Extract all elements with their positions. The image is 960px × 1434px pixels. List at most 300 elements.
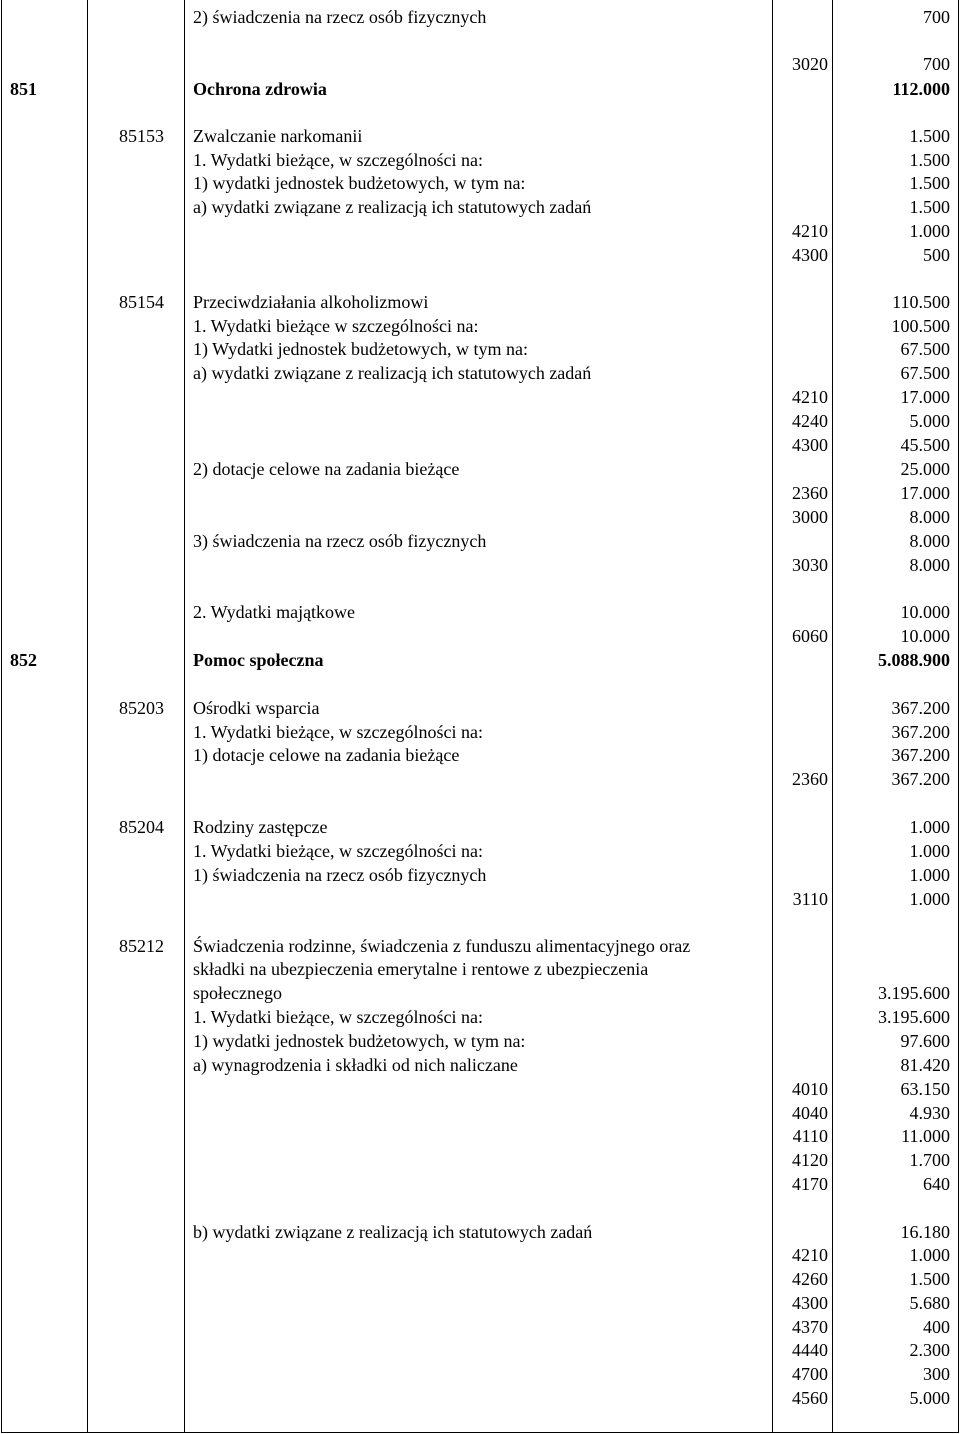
item-description: społecznego xyxy=(193,983,282,1003)
item-description xyxy=(193,553,768,577)
item-description: 1) świadczenia na rzecz osób fizycznych xyxy=(193,865,487,885)
table-row xyxy=(0,1029,960,1053)
chapter-code xyxy=(90,887,164,911)
table-row xyxy=(0,1005,960,1029)
paragraph-code xyxy=(770,361,828,385)
paragraph-code xyxy=(770,195,828,219)
chapter-code xyxy=(90,1362,164,1386)
paragraph-code: 4300 xyxy=(792,245,828,265)
section-code xyxy=(10,1338,82,1362)
amount-value: 1.500 xyxy=(909,150,950,170)
table-row xyxy=(0,124,960,148)
paragraph-code: 3020 xyxy=(792,54,828,74)
amount-value: 45.500 xyxy=(900,435,950,455)
table-row xyxy=(0,553,960,577)
paragraph-code xyxy=(770,1053,828,1077)
section-code xyxy=(10,314,82,338)
table-row xyxy=(0,290,960,314)
item-description xyxy=(193,1101,768,1125)
amount-value xyxy=(832,934,950,958)
table-row xyxy=(0,529,960,553)
item-description: 3) świadczenia na rzecz osób fizycznych xyxy=(193,531,487,551)
section-code xyxy=(10,1243,82,1267)
item-description: 2) dotacje celowe na zadania bieżące xyxy=(193,459,460,479)
table-row xyxy=(0,981,960,1005)
table-row xyxy=(0,957,960,981)
section-code xyxy=(10,195,82,219)
amount-value: 1.000 xyxy=(909,841,950,861)
table-row xyxy=(0,648,960,672)
paragraph-code: 4210 xyxy=(792,221,828,241)
chapter-code xyxy=(90,1077,164,1101)
table-row xyxy=(0,1315,960,1339)
amount-value: 5.088.900 xyxy=(878,650,950,670)
section-code xyxy=(10,957,82,981)
paragraph-code: 4700 xyxy=(792,1364,828,1384)
item-description: Pomoc społeczna xyxy=(193,650,324,670)
chapter-code xyxy=(90,148,164,172)
paragraph-code: 4210 xyxy=(792,1245,828,1265)
item-description: 2) świadczenia na rzecz osób fizycznych xyxy=(193,7,487,27)
paragraph-code xyxy=(770,1029,828,1053)
chapter-code xyxy=(90,529,164,553)
item-description xyxy=(193,1172,768,1196)
paragraph-code: 4440 xyxy=(792,1340,828,1360)
amount-value: 1.000 xyxy=(909,1245,950,1265)
item-description xyxy=(193,1124,768,1148)
paragraph-code: 4300 xyxy=(792,1293,828,1313)
chapter-code xyxy=(90,1101,164,1125)
item-description xyxy=(193,1077,768,1101)
paragraph-code xyxy=(770,696,828,720)
item-description: 1) Wydatki jednostek budżetowych, w tym na: xyxy=(193,339,529,359)
section-code xyxy=(10,5,82,29)
paragraph-code xyxy=(770,1220,828,1244)
item-description xyxy=(193,1267,768,1291)
chapter-code xyxy=(90,1172,164,1196)
section-code xyxy=(10,361,82,385)
section-code xyxy=(10,815,82,839)
paragraph-code: 3110 xyxy=(792,889,828,909)
section-code xyxy=(10,481,82,505)
chapter-code xyxy=(90,314,164,338)
paragraph-code: 4370 xyxy=(792,1317,828,1337)
section-code: 851 xyxy=(10,79,37,99)
amount-value: 400 xyxy=(923,1317,950,1337)
table-row xyxy=(0,505,960,529)
chapter-code xyxy=(90,839,164,863)
item-description: 1. Wydatki bieżące, w szczególności na: xyxy=(193,722,483,742)
paragraph-code xyxy=(770,1005,828,1029)
item-description: Zwalczanie narkomanii xyxy=(193,126,363,146)
table-row xyxy=(0,767,960,791)
amount-value: 97.600 xyxy=(900,1031,950,1051)
amount-value: 63.150 xyxy=(900,1079,950,1099)
paragraph-code xyxy=(770,839,828,863)
table-row xyxy=(0,314,960,338)
item-description: Ochrona zdrowia xyxy=(193,79,327,99)
item-description: b) wydatki związane z realizacją ich statutowych zadań xyxy=(193,1222,593,1242)
section-code xyxy=(10,1005,82,1029)
item-description xyxy=(193,1148,768,1172)
item-description: 1. Wydatki bieżące w szczególności na: xyxy=(193,316,479,336)
paragraph-code xyxy=(770,934,828,958)
amount-value: 5.000 xyxy=(909,411,950,431)
paragraph-code: 4240 xyxy=(792,411,828,431)
section-code xyxy=(10,624,82,648)
section-code xyxy=(10,1101,82,1125)
chapter-code: 85203 xyxy=(119,698,164,718)
section-code xyxy=(10,409,82,433)
section-code xyxy=(10,981,82,1005)
amount-value: 17.000 xyxy=(900,387,950,407)
paragraph-code: 4170 xyxy=(792,1174,828,1194)
amount-value: 1.000 xyxy=(909,889,950,909)
section-code xyxy=(10,148,82,172)
item-description: Ośrodki wsparcia xyxy=(193,698,320,718)
section-code xyxy=(10,1220,82,1244)
chapter-code xyxy=(90,52,164,76)
amount-value: 67.500 xyxy=(900,339,950,359)
chapter-code: 85212 xyxy=(119,936,164,956)
item-description xyxy=(193,624,768,648)
table-row xyxy=(0,624,960,648)
table-row xyxy=(0,1386,960,1410)
chapter-code xyxy=(90,981,164,1005)
chapter-code xyxy=(90,1267,164,1291)
amount-value: 67.500 xyxy=(900,363,950,383)
table-row xyxy=(0,720,960,744)
section-code: 852 xyxy=(10,650,37,670)
amount-value: 367.200 xyxy=(891,698,950,718)
item-description: 1) dotacje celowe na zadania bieżące xyxy=(193,745,460,765)
paragraph-code: 4040 xyxy=(792,1103,828,1123)
chapter-code xyxy=(90,361,164,385)
paragraph-code xyxy=(770,77,828,101)
amount-value: 1.500 xyxy=(909,197,950,217)
section-code xyxy=(10,529,82,553)
amount-value: 25.000 xyxy=(900,459,950,479)
table-row xyxy=(0,52,960,76)
chapter-code xyxy=(90,1124,164,1148)
chapter-code xyxy=(90,648,164,672)
paragraph-code: 4260 xyxy=(792,1269,828,1289)
amount-value: 16.180 xyxy=(900,1222,950,1242)
chapter-code xyxy=(90,767,164,791)
section-code xyxy=(10,767,82,791)
amount-value: 367.200 xyxy=(891,722,950,742)
table-row xyxy=(0,481,960,505)
table-row xyxy=(0,1077,960,1101)
amount-value: 367.200 xyxy=(891,769,950,789)
chapter-code xyxy=(90,219,164,243)
section-code xyxy=(10,1077,82,1101)
item-description xyxy=(193,1338,768,1362)
amount-value: 8.000 xyxy=(909,507,950,527)
section-code xyxy=(10,243,82,267)
paragraph-code xyxy=(770,957,828,981)
chapter-code xyxy=(90,1148,164,1172)
paragraph-code: 6060 xyxy=(792,626,828,646)
section-code xyxy=(10,505,82,529)
table-row xyxy=(0,1338,960,1362)
amount-value: 17.000 xyxy=(900,483,950,503)
item-description: 1) wydatki jednostek budżetowych, w tym na: xyxy=(193,1031,526,1051)
item-description xyxy=(193,481,768,505)
section-code xyxy=(10,219,82,243)
chapter-code: 85153 xyxy=(119,126,164,146)
table-row xyxy=(0,1101,960,1125)
paragraph-code: 4010 xyxy=(792,1079,828,1099)
item-description xyxy=(193,505,768,529)
table-row xyxy=(0,1267,960,1291)
section-code xyxy=(10,290,82,314)
table-row xyxy=(0,195,960,219)
amount-value: 1.700 xyxy=(909,1150,950,1170)
paragraph-code xyxy=(770,5,828,29)
table-row xyxy=(0,5,960,29)
section-code xyxy=(10,1124,82,1148)
section-code xyxy=(10,1029,82,1053)
table-row xyxy=(0,1291,960,1315)
item-description: Świadczenia rodzinne, świadczenia z funduszu alimentacyjnego oraz xyxy=(193,936,691,956)
table-row xyxy=(0,743,960,767)
table-row xyxy=(0,1124,960,1148)
paragraph-code xyxy=(770,529,828,553)
chapter-code xyxy=(90,957,164,981)
table-row xyxy=(0,887,960,911)
section-code xyxy=(10,696,82,720)
paragraph-code xyxy=(770,863,828,887)
amount-value: 367.200 xyxy=(891,745,950,765)
table-row xyxy=(0,457,960,481)
amount-value: 5.680 xyxy=(909,1293,950,1313)
section-code xyxy=(10,337,82,361)
paragraph-code: 4300 xyxy=(792,435,828,455)
amount-value: 110.500 xyxy=(892,292,950,312)
paragraph-code: 4210 xyxy=(792,387,828,407)
chapter-code xyxy=(90,337,164,361)
amount-value: 1.500 xyxy=(909,126,950,146)
chapter-code xyxy=(90,77,164,101)
section-code xyxy=(10,1148,82,1172)
section-code xyxy=(10,743,82,767)
section-code xyxy=(10,171,82,195)
chapter-code xyxy=(90,1386,164,1410)
item-description xyxy=(193,1243,768,1267)
table-row xyxy=(0,219,960,243)
section-code xyxy=(10,839,82,863)
item-description xyxy=(193,409,768,433)
paragraph-code: 4560 xyxy=(792,1388,828,1408)
item-description: Rodziny zastępcze xyxy=(193,817,328,837)
table-row xyxy=(0,1220,960,1244)
item-description xyxy=(193,243,768,267)
chapter-code: 85154 xyxy=(119,292,164,312)
paragraph-code xyxy=(770,815,828,839)
chapter-code xyxy=(90,1220,164,1244)
section-code xyxy=(10,1291,82,1315)
table-row xyxy=(0,815,960,839)
paragraph-code: 4110 xyxy=(792,1126,828,1146)
section-code xyxy=(10,457,82,481)
table-row xyxy=(0,696,960,720)
section-code xyxy=(10,1267,82,1291)
paragraph-code xyxy=(770,648,828,672)
item-description: 1. Wydatki bieżące, w szczególności na: xyxy=(193,841,483,861)
paragraph-code: 3030 xyxy=(792,555,828,575)
amount-value: 81.420 xyxy=(900,1055,950,1075)
item-description xyxy=(193,52,768,76)
section-code xyxy=(10,720,82,744)
section-code xyxy=(10,433,82,457)
section-code xyxy=(10,1315,82,1339)
chapter-code xyxy=(90,1315,164,1339)
amount-value: 2.300 xyxy=(909,1340,950,1360)
section-code xyxy=(10,1172,82,1196)
table-row xyxy=(0,171,960,195)
section-code xyxy=(10,385,82,409)
chapter-code xyxy=(90,743,164,767)
paragraph-code xyxy=(770,337,828,361)
table-row xyxy=(0,600,960,624)
paragraph-code: 4120 xyxy=(792,1150,828,1170)
paragraph-code: 2360 xyxy=(792,483,828,503)
amount-value xyxy=(832,957,950,981)
amount-value: 5.000 xyxy=(909,1388,950,1408)
amount-value: 1.500 xyxy=(909,173,950,193)
amount-value: 10.000 xyxy=(900,626,950,646)
chapter-code xyxy=(90,553,164,577)
paragraph-code xyxy=(770,981,828,1005)
table-row xyxy=(0,243,960,267)
table-row xyxy=(0,1172,960,1196)
amount-value: 640 xyxy=(923,1174,950,1194)
chapter-code xyxy=(90,433,164,457)
section-code xyxy=(10,887,82,911)
paragraph-code xyxy=(770,314,828,338)
table-row xyxy=(0,839,960,863)
item-description: 1. Wydatki bieżące, w szczególności na: xyxy=(193,150,483,170)
amount-value: 1.500 xyxy=(909,1269,950,1289)
paragraph-code xyxy=(770,720,828,744)
table-row xyxy=(0,148,960,172)
paragraph-code xyxy=(770,124,828,148)
item-description: 1) wydatki jednostek budżetowych, w tym na: xyxy=(193,173,526,193)
table-row xyxy=(0,1362,960,1386)
section-code xyxy=(10,863,82,887)
chapter-code xyxy=(90,600,164,624)
chapter-code xyxy=(90,457,164,481)
paragraph-code: 3000 xyxy=(792,507,828,527)
amount-value: 1.000 xyxy=(909,865,950,885)
chapter-code xyxy=(90,1338,164,1362)
chapter-code xyxy=(90,481,164,505)
item-description: Przeciwdziałania alkoholizmowi xyxy=(193,292,429,312)
section-code xyxy=(10,1362,82,1386)
amount-value: 300 xyxy=(923,1364,950,1384)
table-row xyxy=(0,1148,960,1172)
paragraph-code xyxy=(770,457,828,481)
paragraph-code xyxy=(770,600,828,624)
table-row xyxy=(0,1053,960,1077)
item-description: składki na ubezpieczenia emerytalne i rentowe z ubezpieczenia xyxy=(193,959,649,979)
chapter-code xyxy=(90,1291,164,1315)
table-row xyxy=(0,337,960,361)
paragraph-code xyxy=(770,743,828,767)
chapter-code xyxy=(90,409,164,433)
chapter-code: 85204 xyxy=(119,817,164,837)
section-code xyxy=(10,124,82,148)
chapter-code xyxy=(90,195,164,219)
chapter-code xyxy=(90,1029,164,1053)
item-description xyxy=(193,1315,768,1339)
item-description xyxy=(193,219,768,243)
amount-value: 100.500 xyxy=(891,316,950,336)
chapter-code xyxy=(90,1053,164,1077)
paragraph-code: 2360 xyxy=(792,769,828,789)
amount-value: 500 xyxy=(923,245,950,265)
table-row xyxy=(0,409,960,433)
amount-value: 700 xyxy=(923,7,950,27)
table-row xyxy=(0,361,960,385)
item-description xyxy=(193,433,768,457)
paragraph-code xyxy=(770,171,828,195)
item-description xyxy=(193,385,768,409)
amount-value: 11.000 xyxy=(901,1126,950,1146)
amount-value: 1.000 xyxy=(909,221,950,241)
table-row xyxy=(0,77,960,101)
item-description xyxy=(193,887,768,911)
chapter-code xyxy=(90,385,164,409)
table-row xyxy=(0,385,960,409)
amount-value: 3.195.600 xyxy=(878,983,950,1003)
chapter-code xyxy=(90,720,164,744)
amount-value: 4.930 xyxy=(909,1103,950,1123)
item-description xyxy=(193,767,768,791)
chapter-code xyxy=(90,1243,164,1267)
item-description: 1. Wydatki bieżące, w szczególności na: xyxy=(193,1007,483,1027)
section-code xyxy=(10,52,82,76)
chapter-code xyxy=(90,171,164,195)
amount-value: 1.000 xyxy=(909,817,950,837)
amount-value: 8.000 xyxy=(909,555,950,575)
chapter-code xyxy=(90,624,164,648)
section-code xyxy=(10,553,82,577)
item-description: a) wynagrodzenia i składki od nich naliczane xyxy=(193,1055,518,1075)
item-description xyxy=(193,1386,768,1410)
chapter-code xyxy=(90,1005,164,1029)
amount-value: 3.195.600 xyxy=(878,1007,950,1027)
item-description: a) wydatki związane z realizacją ich statutowych zadań xyxy=(193,197,592,217)
section-code xyxy=(10,600,82,624)
table-border-bottom xyxy=(1,1432,959,1433)
amount-value: 700 xyxy=(923,54,950,74)
chapter-code xyxy=(90,863,164,887)
item-description xyxy=(193,1362,768,1386)
table-row xyxy=(0,433,960,457)
amount-value: 10.000 xyxy=(900,602,950,622)
chapter-code xyxy=(90,505,164,529)
section-code xyxy=(10,1053,82,1077)
table-row xyxy=(0,934,960,958)
amount-value: 112.000 xyxy=(892,79,950,99)
table-row xyxy=(0,863,960,887)
paragraph-code xyxy=(770,290,828,314)
chapter-code xyxy=(90,243,164,267)
section-code xyxy=(10,934,82,958)
paragraph-code xyxy=(770,148,828,172)
